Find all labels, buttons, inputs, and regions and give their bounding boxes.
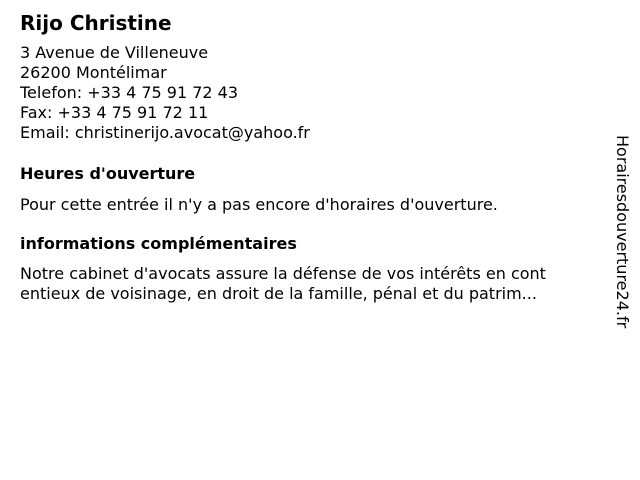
opening-hours-heading: Heures d'ouverture [20, 164, 196, 183]
additional-info-line: entieux de voisinage, en droit de la famille, pénal et du patrim... [20, 284, 537, 303]
postal-city: 26200 Montélimar [20, 63, 167, 82]
opening-hours-text: Pour cette entrée il n'y a pas encore d'horaires d'ouverture. [20, 195, 498, 214]
site-watermark: Horairesdouverture24.fr [613, 135, 632, 329]
fax-number: Fax: +33 4 75 91 72 11 [20, 103, 209, 122]
street-address: 3 Avenue de Villeneuve [20, 43, 209, 62]
contact-block [20, 43, 310, 143]
additional-info-heading: informations complémentaires [20, 234, 297, 253]
email-address: Email: christinerijo.avocat@yahoo.fr [20, 123, 310, 142]
phone-number: Telefon: +33 4 75 91 72 43 [20, 83, 239, 102]
additional-info-text [20, 264, 546, 304]
additional-info-line: Notre cabinet d'avocats assure la défense de vos intérêts en cont [20, 264, 546, 283]
business-name: Rijo Christine [20, 11, 172, 35]
